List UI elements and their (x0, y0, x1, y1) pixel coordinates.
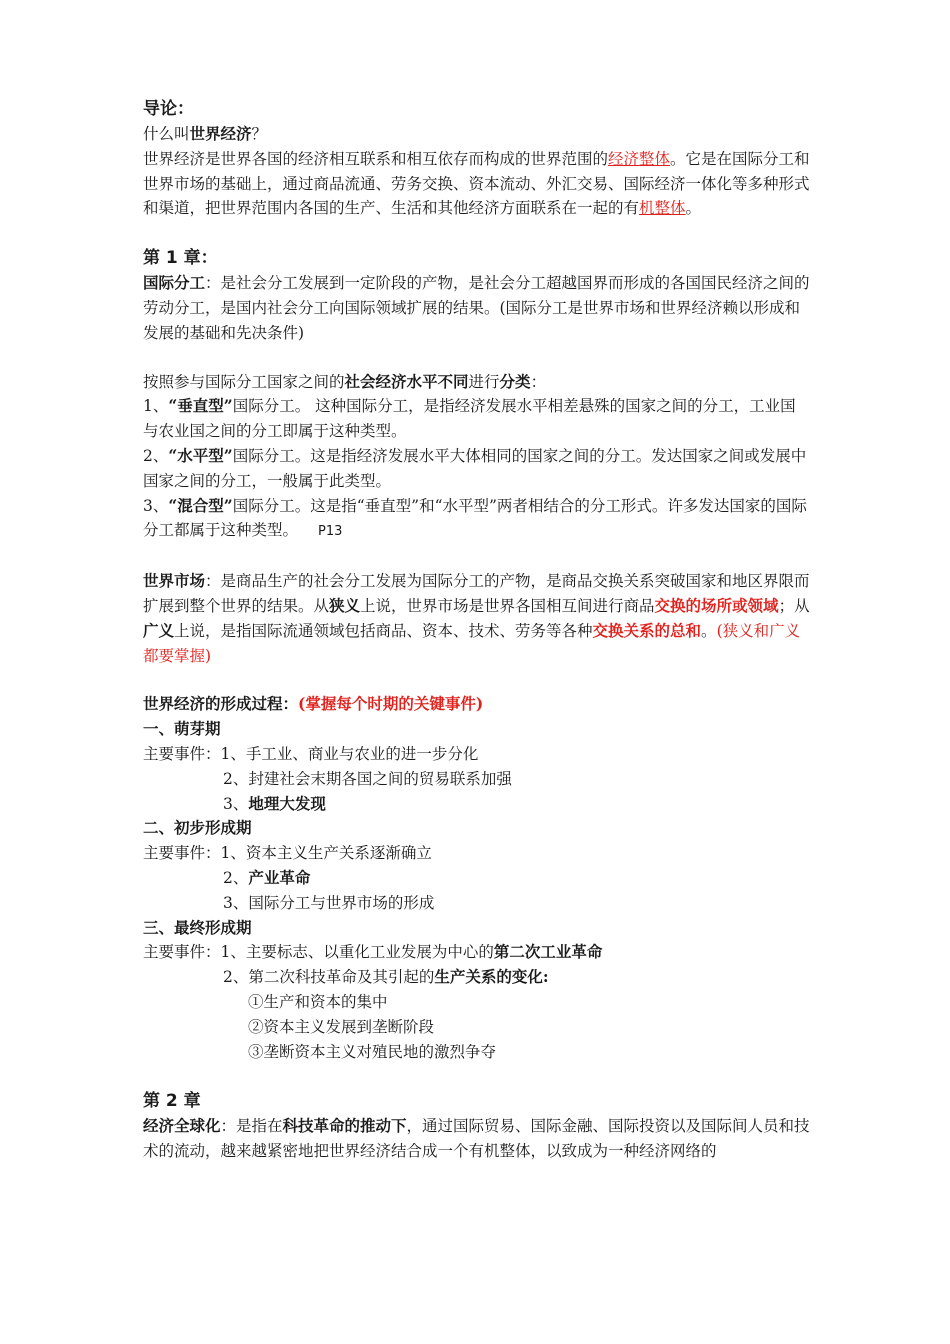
intro-def-part1: 世界经济是世界各国的经济相互联系和相互依存而构成的世界范围的 (143, 149, 609, 168)
event-label: 主要事件： (143, 844, 221, 863)
sub-event: ②资本主义发展到垄断阶段 (248, 1017, 435, 1036)
item-text: 国际分工。这是指“垂直型”和“水平型”两者相结合的分工形式。许多发达国家的国际分工都属于这种类型。 (143, 496, 807, 540)
intro-heading: 导论： (143, 99, 194, 119)
market-text5: 。 (701, 621, 717, 640)
chapter2-heading: 第 2 章 (143, 1091, 201, 1112)
stage-event (143, 792, 811, 817)
event-label: 主要事件： (143, 943, 221, 962)
sub-event: ①生产和资本的集中 (248, 992, 388, 1011)
market-note: (狭义和广义都要掌握) (143, 621, 801, 665)
stage-title: 二、初步形成期 (143, 818, 252, 838)
item-term: “混合型” (168, 495, 233, 515)
globalization-text1: ：是指在 (220, 1117, 283, 1136)
formation-title-text: 世界经济的形成过程： (143, 694, 299, 714)
market-highlight1: 交换的场所或领域 (654, 595, 779, 615)
market-text3: ；从 (778, 596, 810, 615)
intro-question-pre: 什么叫 (143, 125, 190, 143)
intro-def-part2: 。它是在国际分工和世界市场的基础上，通过商品流通、劳务交换、资本流动、外汇交易、国际经济一体化等多种形式和渠道，把世界范围内各国的生产、生活和其他经济方面联系在一起的有 (143, 149, 810, 218)
formation-title (143, 692, 811, 717)
item-text: 国际分工。 这种国际分工，是指经济发展水平相差悬殊的国家之间的分工，工业国与农业国之间的分工即属于这种类型。 (143, 397, 796, 441)
intro-definition (143, 147, 811, 221)
stage-event (143, 841, 811, 866)
event-text: 2、第二次科技革命及其引起的 (223, 968, 435, 987)
market-definition (143, 569, 811, 668)
division-definition (143, 271, 811, 345)
intro-def-part3: 。 (685, 199, 702, 218)
event-text: 1、资本主义生产关系逐渐确立 (220, 844, 432, 863)
globalization-definition (143, 1114, 811, 1164)
event-text: 1、主要标志、以重化工业发展为中心的 (220, 943, 494, 962)
market-text4: 上说，是指国际流通领域包括商品、资本、技术、劳务等各种 (174, 621, 593, 640)
event-text-bold: 第二次工业革命 (493, 942, 603, 962)
division-term: 国际分工 (143, 273, 206, 293)
market-term: 世界市场 (143, 571, 206, 591)
class-bold2: 分类 (499, 371, 531, 391)
event-text-bold: 生产关系的变化: (434, 967, 549, 987)
event-text-bold: 地理大发现 (248, 793, 326, 813)
chapter1-heading: 第 1 章： (143, 248, 218, 269)
classification-item (143, 494, 811, 546)
market-highlight2: 交换关系的总和 (592, 620, 702, 640)
class-pre: 按照参与国际分工国家之间的 (143, 372, 345, 391)
market-text1: ：是商品生产的社会分工发展为国际分工的产物，是商品交换关系突破国家和地区界限而扩展到整个世界的结果。从 (143, 572, 810, 615)
class-mid: 进行 (468, 372, 500, 391)
globalization-bold: 科技革命的推动下 (282, 1116, 407, 1136)
market-text2: 上说，世界市场是世界各国相互间进行商品 (360, 596, 655, 615)
item-term: “垂直型” (168, 396, 233, 416)
globalization-text2: ，通过国际贸易、国际金融、国际投资以及国际间人员和技术的流动，越来越紧密地把世界经济结合成一个有机整体，以致成为一种经济网络的 (143, 1117, 810, 1161)
stage-event (143, 965, 811, 990)
stage-title: 一、萌芽期 (143, 719, 221, 739)
document-page (143, 96, 811, 1164)
stage-event (143, 742, 811, 767)
classification-intro (143, 370, 811, 395)
division-text: ：是社会分工发展到一定阶段的产物，是社会分工超越国界而形成的各国国民经济之间的劳动分工，是国内社会分工向国际领域扩展的结果。(国际分工是世界市场和世界经济赖以形成和发展的基础和先决条件) (143, 274, 810, 342)
sub-event: ③垄断资本主义对殖民地的激烈争夺 (248, 1042, 497, 1061)
classification-item (143, 394, 811, 444)
intro-def-highlight1: 经济整体 (608, 149, 671, 168)
market-broad: 广义 (143, 620, 175, 640)
formation-note: (掌握每个时期的关键事件) (298, 694, 484, 714)
item-number: 2、 (143, 446, 169, 465)
stage-event: 3、国际分工与世界市场的形成 (223, 893, 435, 912)
classification-item (143, 444, 811, 494)
item-text: 国际分工。这是指经济发展水平大体相同的国家之间的分工。发达国家之间或发展中国家之间的分工，一般属于此类型。 (143, 446, 807, 490)
globalization-term: 经济全球化 (143, 1116, 221, 1136)
stage-event: 2、封建社会末期各国之间的贸易联系加强 (223, 769, 512, 788)
item-number: 1、 (143, 397, 169, 416)
item-number: 3、 (143, 496, 169, 515)
intro-question-post: ？ (251, 125, 268, 143)
intro-def-highlight2: 机整体 (639, 199, 686, 218)
event-text: 1、手工业、商业与农业的进一步分化 (220, 744, 479, 763)
intro-question-term: 世界经济 (189, 124, 252, 143)
class-post: ： (530, 372, 547, 391)
event-number: 3、 (223, 794, 249, 813)
intro-question (143, 122, 811, 147)
event-text-bold: 产业革命 (248, 867, 311, 887)
stage-title: 三、最终形成期 (143, 917, 252, 937)
event-label: 主要事件： (143, 744, 221, 763)
page-reference: P13 (318, 524, 343, 540)
event-number: 2、 (223, 868, 249, 887)
market-narrow: 狭义 (329, 595, 361, 615)
item-term: “水平型” (168, 445, 233, 465)
stage-event (143, 940, 811, 965)
stage-event (143, 866, 811, 891)
class-bold1: 社会经济水平不同 (344, 371, 469, 391)
